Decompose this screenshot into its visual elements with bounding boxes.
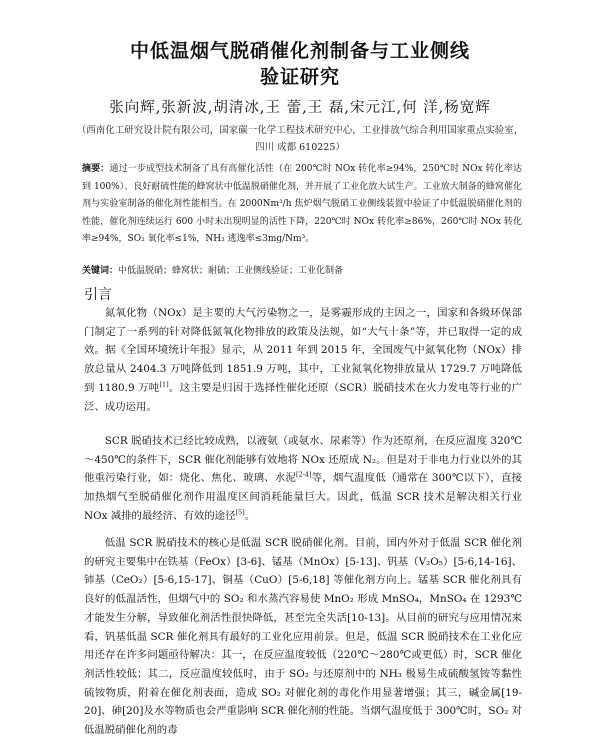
author-list: 张向辉,张新波,胡清冰,王 蕾,王 磊,宋元江,何 洋,杨宽辉 xyxy=(109,100,491,116)
section-heading-introduction: 引言 xyxy=(84,287,112,303)
para2-citation-2: [5] xyxy=(235,508,245,517)
paper-title-line-2: 验证研究 xyxy=(259,66,340,88)
body-paragraph-1 xyxy=(84,304,522,416)
affiliation-line-1: （西南化工研究设计院有限公司，国家碳一化学工程技术研究中心，工业排放气综合利用国家重点实验室， xyxy=(76,125,524,136)
para2-citation: [2-4] xyxy=(296,470,312,479)
abstract xyxy=(82,161,522,249)
body-paragraph-3: 低温 SCR 脱硝技术的核心是低温 SCR 脱硝催化剂。目前，国内外对于低温 SCR 催化剂的研究主要集中在铁基（FeOx）[3-6]、锰基（MnOx）[5-13]、钒基（V₂O₅）[5-6,14-16]、铈基（CeO₂）[5-6,15-17]、铜基（CuO）[5-6,18] 等催化剂方向上。锰基 SCR 催化剂具有良好的低温活性，但烟气中的 SO₂ 和水蒸汽容易使 MnO₂ 形成 MnSO₄，MnSO₄ 在 1293℃才能发生分解，导致催化剂活性很快降低，甚至完全失活[10-13]。从目前的研究与应用情况来看，钒基低温 SCR 催化剂具有最好的工业化应用前景。但是，低温 SCR 脱硝技术在工业化应用还存在许多问题亟待解决：其一，在反应温度较低（220℃～280℃或更低）时，SCR 催化剂活性较低；其二，反应温度较低时，由于 SO₂ 与还原剂中的 NH₃ 极易生成硫酸氢铵等黏性硫铵物质，附着在催化剂表面，造成 SO₂ 对催化剂的毒化作用显著增强；其三，碱金属[19-20]、砷[20]及水等物质也会严重影响 SCR 催化剂的性能。当烟气温度低于 300℃时，SO₂ 对低温脱硝催化剂的毒 xyxy=(84,537,522,737)
body-paragraph-2 xyxy=(84,432,522,526)
keywords-label: 关键词： xyxy=(82,266,119,276)
para2-mid: 等，烟气温度低（通常在 300℃以下），直接加热烟气至脱硝催化剂作用温度区间消耗能量巨大。因此，低温 SCR 技术是解决相关行业 NOx 减排的最经济、有效的途径 xyxy=(84,472,522,522)
para1-citation: [1] xyxy=(159,380,169,389)
para2-tail: 。 xyxy=(244,509,256,522)
keywords-text: 中低温脱硝；蜂窝状；耐硫；工业侧线验证；工业化制备 xyxy=(118,266,344,276)
abstract-label: 摘要： xyxy=(82,164,110,174)
affiliation-line-2: 四川 成都 610225） xyxy=(255,142,345,153)
para1-text: 氮氧化物（NOx）是主要的大气污染物之一，是雾霾形成的主因之一，国家和各级环保部门制定了一系列的针对降低氮氧化物排放的政策及法规，如“大气十条”等，并已取得一定的成效。据《全国环境统计年报》显示，从 2011 年到 2015 年，全国废气中氮氧化物（NOx）排放总量从 2404.3 万吨降低到 1851.9 万吨，其中，工业氮氧化物排放量从 1729.7 万吨降低到 1180.9 万吨 xyxy=(84,307,522,394)
affiliation xyxy=(60,122,540,156)
keywords xyxy=(82,265,522,277)
paper-title-line-1: 中低温烟气脱硝催化剂制备与工业侧线 xyxy=(129,40,470,62)
para2-text: SCR 脱硝技术已经比较成熟，以液氨（或氨水、尿素等）作为还原剂，在反应温度 320℃～450℃的条件下，SCR 催化剂能够有效地将 NOx 还原成 N₂。但是对于非电力行业以外的其他重污染行业，如：烧化、焦化、玻璃、水泥 xyxy=(84,435,522,485)
abstract-text: 通过一步成型技术制备了具有高催化活性（在 200℃时 NOx 转化率≥94%，250℃时 NOx 转化率达到 100%）、良好耐硫性能的蜂窝状中低温脱硝催化剂，并开展了工业化放大试生产。工业放大制备的蜂窝催化剂与实验室制备的催化剂性能相当。在 2000Nm³/h 焦炉烟气脱硝工业侧线装置中验证了中低温脱硝催化剂的性能，催化剂连续运行 600 小时未出现明显的活性下降，220℃时 NOx 转化率≥86%，260℃时 NOx 转化率≥94%，SO₂ 氧化率≤1%，NH₃ 逃逸率≤3mg/Nm³。 xyxy=(82,164,522,244)
para1-tail: 。这主要是归因于选择性催化还原（SCR）脱硝技术在火力发电等行业的广泛、成功运用。 xyxy=(84,381,522,413)
